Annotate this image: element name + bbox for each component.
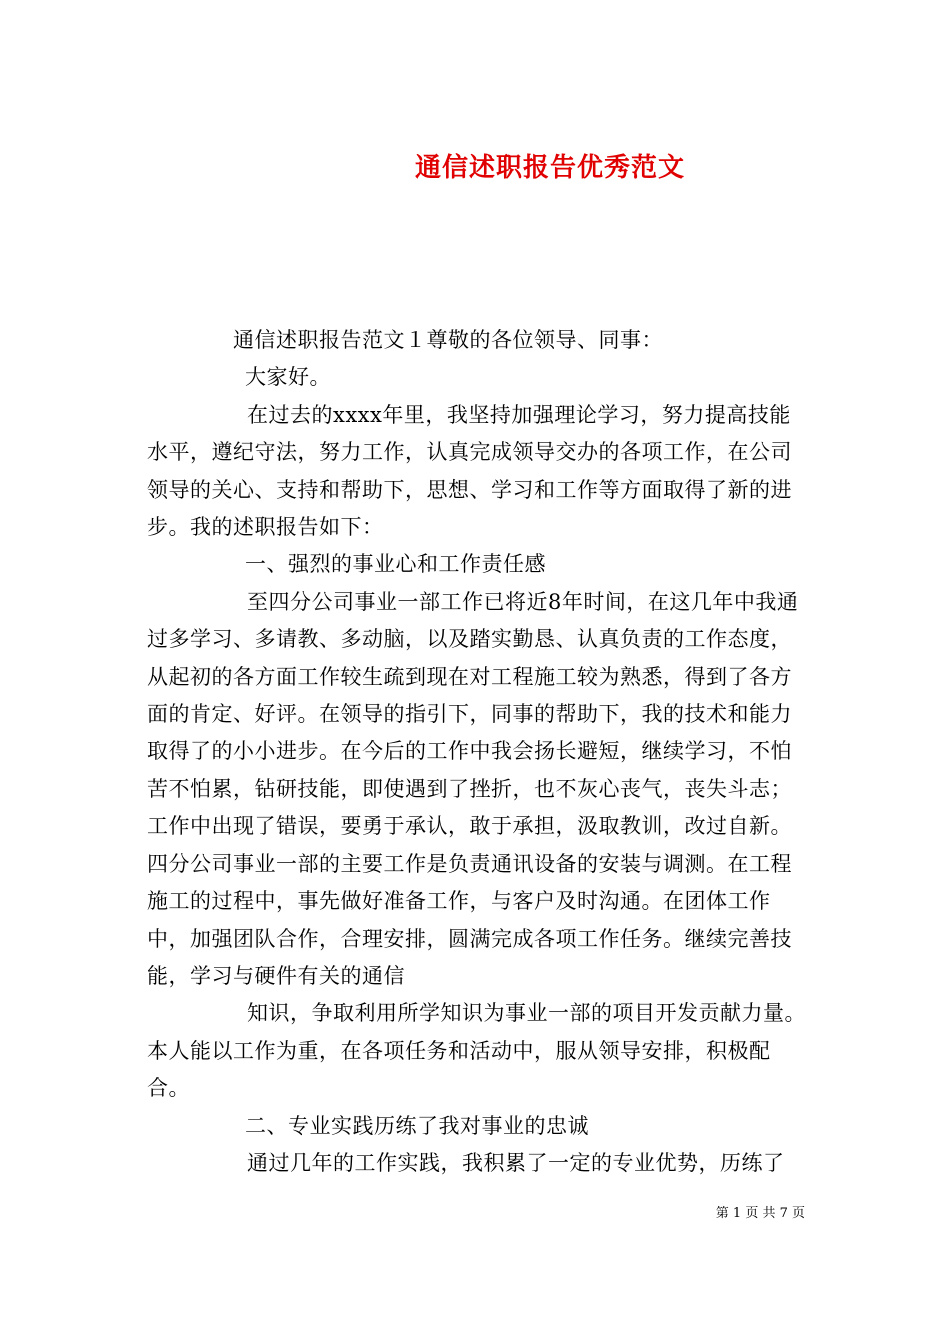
- paragraph-section-1: 至四分公司事业一部工作已将近8年时间，在这几年中我通过多学习、多请教、多动脑，以及踏实勤恳、认真负责的工作态度，从起初的各方面工作较生疏到现在对工程施工较为熟悉，得到了各方面的肯定、好评。在领导的指引下，同事的帮助下，我的技术和能力取得了的小小进步。在今后的工作中我会扬长避短，继续学习，不怕苦不怕累，钻研技能，即使遇到了挫折，也不灰心丧气，丧失斗志；工作中出现了错误，要勇于承认，敢于承担，汲取教训，改过自新。四分公司事业一部的主要工作是负责通讯设备的安装与调测。在工程施工的过程中，事先做好准备工作，与客户及时沟通。在团体工作中，加强团队合作，合理安排，圆满完成各项工作任务。继续完善技能，学习与硬件有关的通信: [147, 589, 799, 988]
- opening-line: 通信述职报告范文１尊敬的各位领导、同事：: [233, 328, 663, 352]
- greeting-line: 大家好。: [245, 365, 331, 390]
- document-body: [147, 322, 809, 1182]
- section-heading-2: 二、专业实践历练了我对事业的忠诚: [245, 1113, 589, 1138]
- paragraph-section-2: 通过几年的工作实践，我积累了一定的专业优势，历练了: [247, 1150, 785, 1175]
- section-heading-1: 一、强烈的事业心和工作责任感: [245, 552, 546, 577]
- document-title: 通信述职报告优秀范文: [414, 153, 685, 184]
- page-number-footer: 第 1 页 共 7 页: [715, 1206, 805, 1221]
- paragraph-section-1-continued: 知识，争取利用所学知识为事业一部的项目开发贡献力量。本人能以工作为重，在各项任务和活动中，服从领导安排，积极配合。: [147, 1001, 806, 1101]
- paragraph-intro: 在过去的xxxx年里，我坚持加强理论学习，努力提高技能水平，遵纪守法，努力工作，认真完成领导交办的各项工作，在公司领导的关心、支持和帮助下，思想、学习和工作等方面取得了新的进步。我的述职报告如下：: [147, 402, 792, 540]
